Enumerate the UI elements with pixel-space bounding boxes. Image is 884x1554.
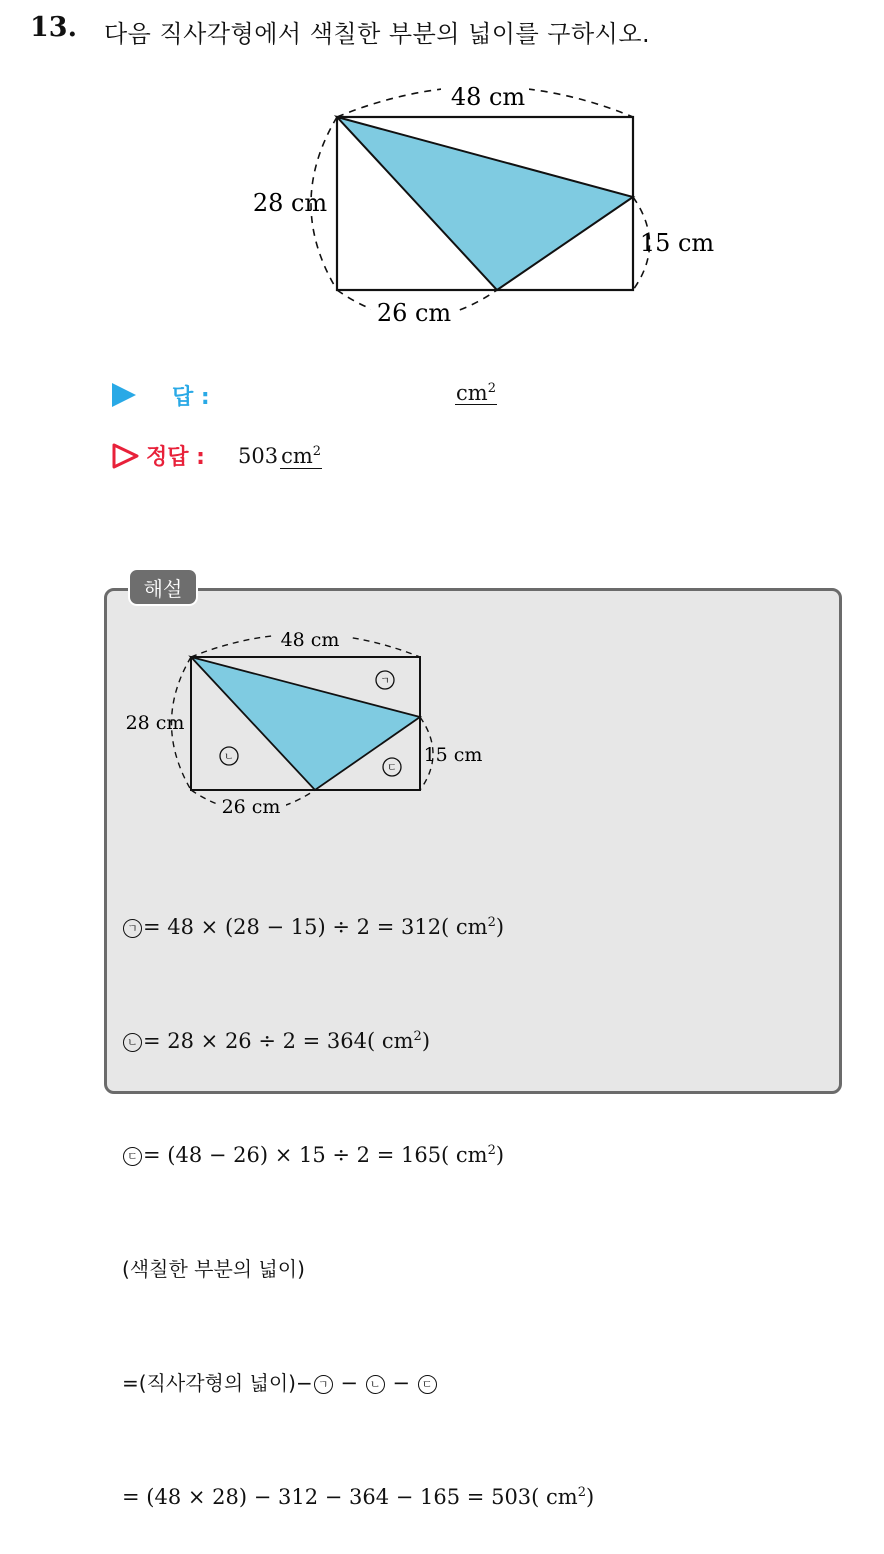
solution-line-5: =(직사각형의 넓이)− ㄱ − ㄴ − ㄷ [122,1364,594,1402]
sol-bottom-label: 26 cm [221,796,281,818]
region-a-label: ㄱ [380,676,390,687]
solution-figure [118,628,498,828]
solution-lines [122,832,594,1554]
correct-value: 503 $cm^2$ [238,444,322,468]
correct-label: 정답 : [146,445,205,470]
left-label: 28 cm [252,189,328,217]
solution-tag: 해설 [128,568,198,606]
bottom-label: 26 cm [376,299,452,327]
right-label: 15 cm [639,229,715,257]
play-arrow-icon [112,383,136,407]
solution-line-2: ㄴ = 28 × 26 ÷ 2 = 364( $cm^2$) [122,1022,594,1060]
solution-line-6: = (48 × 28) − 312 − 364 − 165 = 503( $cm^2$) [122,1485,595,1509]
sol-top-label: 48 cm [280,629,340,651]
solution-line-1: ㄱ = 48 × (28 − 15) ÷ 2 = 312( $cm^2$) [122,908,594,946]
answer-unit: $cm^2$ [456,381,496,405]
region-b-label: ㄴ [224,752,234,763]
region-c-label: ㄷ [387,763,397,774]
shaded-triangle [337,117,633,290]
main-figure [240,78,730,338]
solution-line-4: (색칠한 부분의 넓이) [122,1257,305,1281]
correct-answer-row [112,440,205,471]
question-text: 다음 직사각형에서 색칠한 부분의 넓이를 구하시오. [104,20,651,48]
answer-row [112,378,210,412]
solution-line-3: ㄷ = (48 − 26) × 15 ÷ 2 = 165( $cm^2$) [122,1136,594,1174]
outline-arrow-icon [112,443,140,469]
top-label: 48 cm [450,83,526,111]
sol-left-label: 28 cm [125,712,185,734]
question-number: 13. [30,12,77,43]
answer-label: 답 : [172,384,210,410]
sol-right-label: 15 cm [423,744,483,766]
